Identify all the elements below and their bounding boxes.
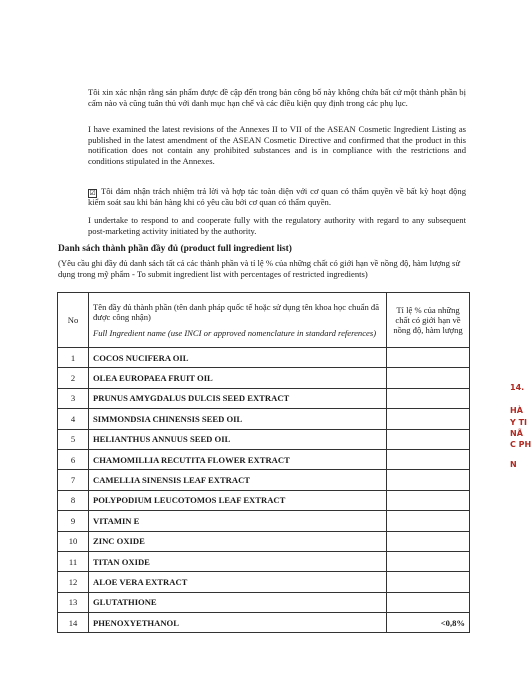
ingredient-percentage bbox=[387, 511, 470, 531]
vn-undertaking-body: Tôi đảm nhận trách nhiệm trả lời và hợp tác toàn diện với cơ quan có thẩm quyền về bất kỳ hoạt động kiểm soát sau khi bán hàng khi có yêu cầu bởi cơ quan có thẩm quyền. bbox=[88, 186, 466, 207]
en-confirmation-text: I have examined the latest revisions of the Annexes II to VII of the ASEAN Cosmetic Ingredient Listing as published in the latest amendment of the ASEAN Cosmetic Directive and confirmed that the product in this notification does not contain any prohibited substances and is in compliance with the restrictions and conditions stipulated in the Annexes. bbox=[88, 124, 466, 166]
ingredient-name: POLYPODIUM LEUCOTOMOS LEAF EXTRACT bbox=[89, 490, 387, 510]
column-header-name bbox=[89, 293, 387, 348]
stamp-text-line: N bbox=[510, 460, 517, 469]
ingredient-name: VITAMIN E bbox=[89, 511, 387, 531]
ingredient-percentage bbox=[387, 470, 470, 490]
ingredient-name: PHENOXYETHANOL bbox=[89, 613, 387, 633]
ingredient-name: ALOE VERA EXTRACT bbox=[89, 572, 387, 592]
table-row bbox=[58, 531, 470, 551]
ingredient-percentage: <0,8% bbox=[387, 613, 470, 633]
ingredient-table-body bbox=[58, 348, 470, 633]
row-number: 11 bbox=[58, 551, 89, 571]
table-row bbox=[58, 429, 470, 449]
row-number: 10 bbox=[58, 531, 89, 551]
ingredient-list-heading: Danh sách thành phần đầy đủ (product full ingredient list) bbox=[58, 244, 292, 254]
table-row bbox=[58, 409, 470, 429]
row-number: 8 bbox=[58, 490, 89, 510]
stamp-text-line: Y TI bbox=[510, 418, 528, 427]
table-row bbox=[58, 613, 470, 633]
ingredient-name: OLEA EUROPAEA FRUIT OIL bbox=[89, 368, 387, 388]
table-row bbox=[58, 368, 470, 388]
ingredient-percentage bbox=[387, 388, 470, 408]
table-header-row bbox=[58, 293, 470, 348]
ingredient-table bbox=[57, 292, 470, 633]
checkbox-checked-icon: ☑ bbox=[89, 189, 96, 197]
ingredient-name: TITAN OXIDE bbox=[89, 551, 387, 571]
column-header-name-en: Full Ingredient name (use INCI or approved nomenclature in standard references) bbox=[93, 328, 377, 339]
row-number: 4 bbox=[58, 409, 89, 429]
stamp-text-line: HÀ bbox=[510, 406, 523, 415]
ingredient-percentage bbox=[387, 551, 470, 571]
stamp-text-line: C PH bbox=[510, 440, 532, 449]
table-row bbox=[58, 470, 470, 490]
table-row bbox=[58, 592, 470, 612]
row-number: 9 bbox=[58, 511, 89, 531]
ingredient-percentage bbox=[387, 368, 470, 388]
table-row bbox=[58, 449, 470, 469]
ingredient-percentage bbox=[387, 429, 470, 449]
column-header-percentage: Tỉ lệ % của những chất có giới hạn về nồng độ, hàm lượng bbox=[387, 293, 470, 348]
stamp-text-line: 14. bbox=[510, 383, 525, 392]
row-number: 7 bbox=[58, 470, 89, 490]
vn-undertaking-text bbox=[88, 186, 466, 208]
ingredient-name: GLUTATHIONE bbox=[89, 592, 387, 612]
ingredient-name: HELIANTHUS ANNUUS SEED OIL bbox=[89, 429, 387, 449]
row-number: 1 bbox=[58, 348, 89, 368]
row-number: 6 bbox=[58, 449, 89, 469]
ingredient-name: CAMELLIA SINENSIS LEAF EXTRACT bbox=[89, 470, 387, 490]
ingredient-percentage bbox=[387, 592, 470, 612]
en-undertaking-text: I undertake to respond to and cooperate fully with the regulatory authority with regard to any subsequent post-marketing activity initiated by the authority. bbox=[88, 215, 466, 236]
ingredient-percentage bbox=[387, 490, 470, 510]
table-row bbox=[58, 348, 470, 368]
row-number: 5 bbox=[58, 429, 89, 449]
table-row bbox=[58, 490, 470, 510]
table-row bbox=[58, 551, 470, 571]
row-number: 13 bbox=[58, 592, 89, 612]
ingredient-list-instruction: (Yêu cầu ghi đầy đủ danh sách tất cả các thành phần và tỉ lệ % của những chất có giới hạn về nồng độ, hàm lượng sử dụng trong mỹ phẩm - To submit ingredient list with percentages of restricted ingredients) bbox=[58, 258, 461, 279]
row-number: 12 bbox=[58, 572, 89, 592]
ingredient-name: ZINC OXIDE bbox=[89, 531, 387, 551]
ingredient-percentage bbox=[387, 531, 470, 551]
ingredient-percentage bbox=[387, 409, 470, 429]
row-number: 3 bbox=[58, 388, 89, 408]
row-number: 14 bbox=[58, 613, 89, 633]
ingredient-name: SIMMONDSIA CHINENSIS SEED OIL bbox=[89, 409, 387, 429]
stamp-text-line: NÃ bbox=[510, 429, 523, 438]
table-row bbox=[58, 388, 470, 408]
row-number: 2 bbox=[58, 368, 89, 388]
table-row bbox=[58, 511, 470, 531]
column-header-name-vn: Tên đầy đủ thành phần (tên danh pháp quốc tế hoặc sử dụng tên khoa học chuẩn đã được công nhận) bbox=[93, 301, 380, 322]
table-row bbox=[58, 572, 470, 592]
ingredient-name: CHAMOMILLIA RECUTITA FLOWER EXTRACT bbox=[89, 449, 387, 469]
column-header-no: No bbox=[58, 293, 89, 348]
ingredient-percentage bbox=[387, 449, 470, 469]
vn-confirmation-text: Tôi xin xác nhận rằng sản phẩm được đề cập đến trong bản công bố này không chứa bất cứ một thành phần bị cấm nào và cũng tuân thủ với danh mục hạn chế và các điều kiện quy định trong các phụ lục. bbox=[88, 87, 466, 108]
ingredient-percentage bbox=[387, 572, 470, 592]
ingredient-name: COCOS NUCIFERA OIL bbox=[89, 348, 387, 368]
ingredient-percentage bbox=[387, 348, 470, 368]
ingredient-name: PRUNUS AMYGDALUS DULCIS SEED EXTRACT bbox=[89, 388, 387, 408]
